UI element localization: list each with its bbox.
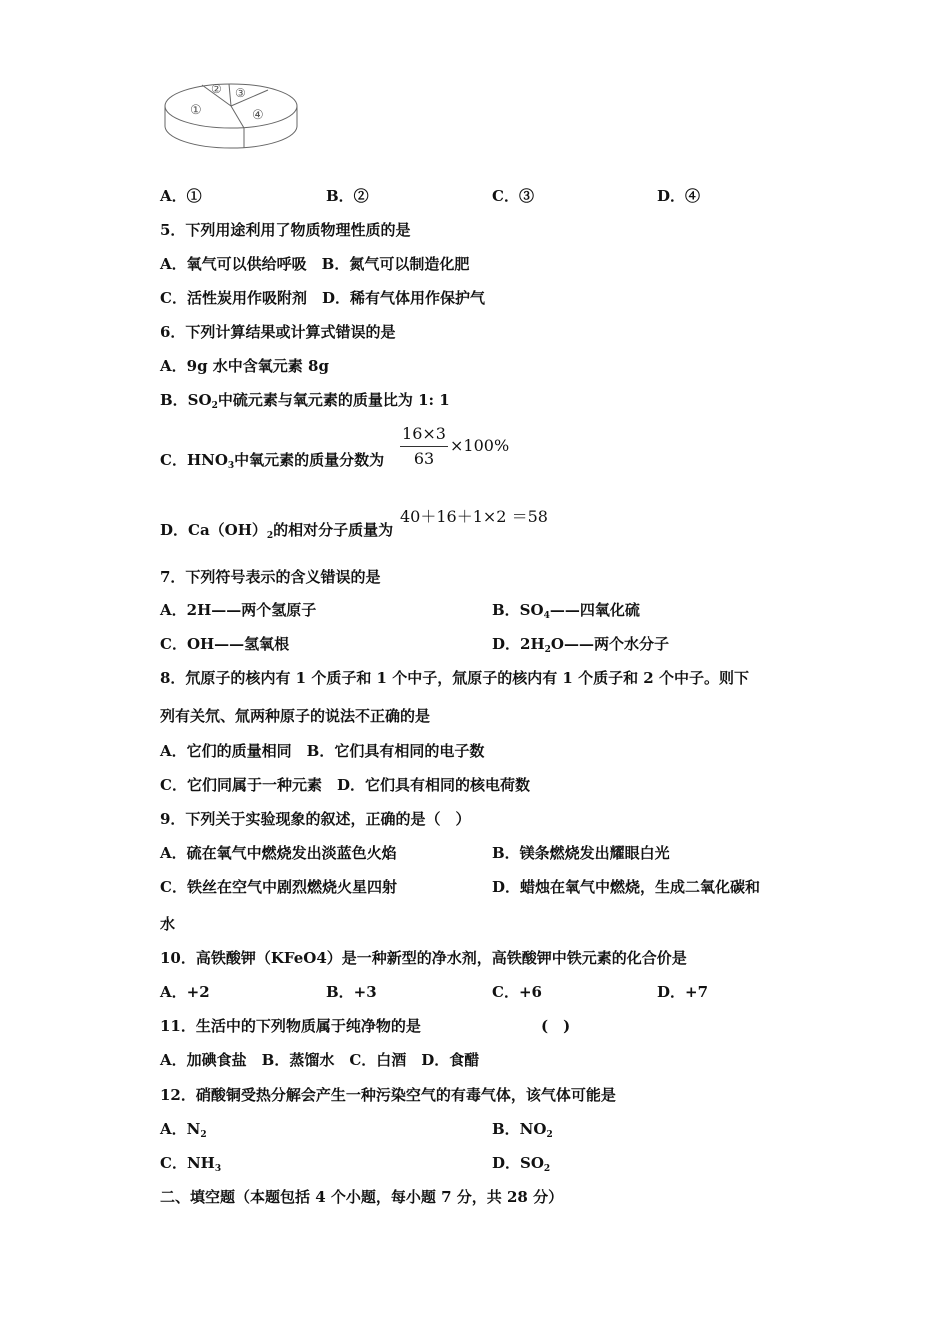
q6-stem: 6．下列计算结果或计算式错误的是 (160, 323, 396, 341)
q4-option-d: D．④ (657, 187, 701, 205)
q6-option-a: A．9g 水中含氧元素 8g (160, 357, 329, 375)
q6-option-b: B．$SO_2$中硫元素与氧元素的质量比为 1: 1 (160, 391, 450, 411)
q9-stem: 9．下列关于实验现象的叙述，正确的是（ ） (160, 810, 471, 828)
q5-options-row1: A．氧气可以供给呼吸 B．氮气可以制造化肥 (160, 255, 470, 273)
q7-option-b: B．$SO_4——$四氧化硫 (492, 601, 640, 621)
q11-options-row: A．加碘食盐 B．蒸馏水 C．白酒 D．食醋 (160, 1051, 480, 1069)
q6-option-d: D．$Ca(OH)_2$的相对分子质量为 (160, 521, 394, 541)
q4-option-c: C．③ (492, 187, 534, 205)
q9-option-d-continued: 水 (160, 915, 176, 933)
pie-chart-figure (162, 76, 302, 158)
q9-option-b: B．镁条燃烧发出耀眼白光 (492, 844, 670, 862)
q11-stem: 11．生活中的下列物质属于纯净物的是 (160, 1017, 421, 1035)
q8-stem-line2: 列有关氘、氚两种原子的说法不正确的是 (160, 707, 431, 725)
q6-percent: ×100% (450, 436, 510, 455)
q12-option-b: B．$NO_2$ (492, 1120, 553, 1140)
q5-stem: 5．下列用途利用了物质物理性质的是 (160, 221, 411, 239)
q7-option-d: D．$2H_2O——$两个水分子 (492, 635, 669, 655)
pie-label-1: ① (190, 103, 202, 118)
q12-option-d: D．$SO_2$ (492, 1154, 551, 1174)
pie-label-3: ③ (235, 86, 246, 100)
pie-label-4: ④ (252, 108, 264, 123)
q8-stem-line1: 8．氘原子的核内有 1 个质子和 1 个中子，氚原子的核内有 1 个质子和 2 个中子。则下 (160, 669, 749, 687)
q4-option-a: A．① (160, 187, 202, 205)
fraction-numerator: 16×3 (402, 424, 446, 443)
q7-option-c: C．OH——氢氧根 (160, 635, 290, 653)
q8-options-row1: A．它们的质量相同 B．它们具有相同的电子数 (160, 742, 485, 760)
q10-option-d: D．+7 (657, 983, 709, 1001)
q10-option-c: C．+6 (492, 983, 542, 1001)
q6-option-c: C．$HNO_3$中氧元素的质量分数为 (160, 451, 385, 471)
q9-option-a: A．硫在氧气中燃烧发出淡蓝色火焰 (160, 844, 397, 862)
section2-title: 二、填空题（本题包括 4 个小题，每小题 7 分，共 28 分） (160, 1188, 564, 1206)
q9-option-c: C．铁丝在空气中剧烈燃烧火星四射 (160, 878, 397, 896)
q12-option-c: C．$NH_3$ (160, 1154, 222, 1174)
q10-stem: 10．高铁酸钾（KFeO4）是一种新型的净水剂，高铁酸钾中铁元素的化合价是 (160, 949, 687, 967)
q6-d-expression: 40＋16＋1×2 ＝58 (400, 507, 548, 526)
q10-option-a: A．+2 (160, 983, 210, 1001)
fraction-denominator: 63 (413, 449, 435, 468)
q7-option-a: A．2H——两个氢原子 (160, 601, 317, 619)
q12-stem: 12．硝酸铜受热分解会产生一种污染空气的有毒气体，该气体可能是 (160, 1086, 616, 1104)
q11-answer-paren: ( ) (541, 1017, 571, 1035)
q7-stem: 7．下列符号表示的含义错误的是 (160, 568, 381, 586)
pie-label-2: ② (211, 82, 222, 96)
q6-fraction (400, 424, 448, 469)
q5-options-row2: C．活性炭用作吸附剂 D．稀有气体用作保护气 (160, 289, 485, 307)
q4-option-b: B．② (326, 187, 369, 205)
q10-option-b: B．+3 (326, 983, 377, 1001)
q12-option-a: A．$N_2$ (160, 1120, 207, 1140)
q8-options-row2: C．它们同属于一种元素 D．它们具有相同的核电荷数 (160, 776, 530, 794)
q9-option-d: D．蜡烛在氧气中燃烧，生成二氧化碳和 (492, 878, 761, 896)
